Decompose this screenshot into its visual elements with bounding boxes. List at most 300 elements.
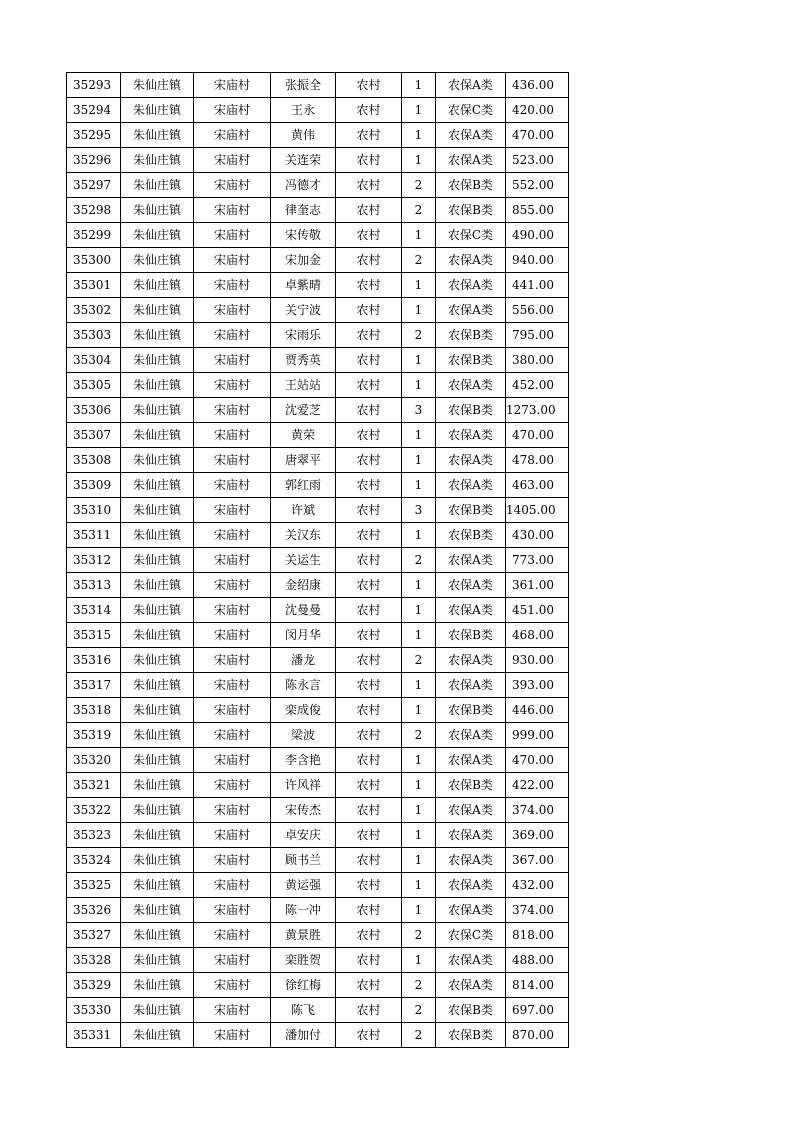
- record-id-cell: 35313: [67, 573, 121, 598]
- member-count-cell: 1: [402, 623, 436, 648]
- record-id-cell: 35328: [67, 948, 121, 973]
- insurance-category-cell: 农保B类: [436, 348, 506, 373]
- insurance-category-cell: 农保A类: [436, 573, 506, 598]
- insurance-category-cell: 农保A类: [436, 423, 506, 448]
- record-id-cell: 35309: [67, 473, 121, 498]
- insurance-category-cell: 农保A类: [436, 248, 506, 273]
- village-cell: 宋庙村: [194, 573, 271, 598]
- town-cell: 朱仙庄镇: [121, 798, 194, 823]
- household-type-cell: 农村: [336, 598, 402, 623]
- member-count-cell: 1: [402, 373, 436, 398]
- person-name-cell: 郭红雨: [271, 473, 336, 498]
- record-id-cell: 35297: [67, 173, 121, 198]
- insurance-category-cell: 农保B类: [436, 698, 506, 723]
- town-cell: 朱仙庄镇: [121, 423, 194, 448]
- household-type-cell: 农村: [336, 623, 402, 648]
- amount-cell: 367.00: [506, 848, 569, 873]
- person-name-cell: 许风祥: [271, 773, 336, 798]
- insurance-category-cell: 农保A类: [436, 798, 506, 823]
- town-cell: 朱仙庄镇: [121, 723, 194, 748]
- household-type-cell: 农村: [336, 223, 402, 248]
- records-table-body: [67, 73, 569, 1048]
- village-cell: 宋庙村: [194, 923, 271, 948]
- village-cell: 宋庙村: [194, 173, 271, 198]
- person-name-cell: 宋加金: [271, 248, 336, 273]
- table-row: [67, 873, 569, 898]
- town-cell: 朱仙庄镇: [121, 948, 194, 973]
- record-id-cell: 35321: [67, 773, 121, 798]
- village-cell: 宋庙村: [194, 523, 271, 548]
- person-name-cell: 沈爱芝: [271, 398, 336, 423]
- insurance-category-cell: 农保A类: [436, 473, 506, 498]
- amount-cell: 818.00: [506, 923, 569, 948]
- amount-cell: 478.00: [506, 448, 569, 473]
- table-row: [67, 823, 569, 848]
- household-type-cell: 农村: [336, 1023, 402, 1048]
- village-cell: 宋庙村: [194, 298, 271, 323]
- person-name-cell: 宋传杰: [271, 798, 336, 823]
- member-count-cell: 1: [402, 148, 436, 173]
- person-name-cell: 冯德才: [271, 173, 336, 198]
- record-id-cell: 35318: [67, 698, 121, 723]
- village-cell: 宋庙村: [194, 473, 271, 498]
- table-row: [67, 123, 569, 148]
- town-cell: 朱仙庄镇: [121, 673, 194, 698]
- insurance-category-cell: 农保A类: [436, 973, 506, 998]
- table-row: [67, 248, 569, 273]
- member-count-cell: 1: [402, 423, 436, 448]
- record-id-cell: 35331: [67, 1023, 121, 1048]
- record-id-cell: 35312: [67, 548, 121, 573]
- record-id-cell: 35307: [67, 423, 121, 448]
- village-cell: 宋庙村: [194, 248, 271, 273]
- member-count-cell: 1: [402, 798, 436, 823]
- town-cell: 朱仙庄镇: [121, 498, 194, 523]
- record-id-cell: 35299: [67, 223, 121, 248]
- person-name-cell: 潘加付: [271, 1023, 336, 1048]
- table-row: [67, 948, 569, 973]
- village-cell: 宋庙村: [194, 498, 271, 523]
- household-type-cell: 农村: [336, 648, 402, 673]
- town-cell: 朱仙庄镇: [121, 998, 194, 1023]
- person-name-cell: 许斌: [271, 498, 336, 523]
- town-cell: 朱仙庄镇: [121, 373, 194, 398]
- household-type-cell: 农村: [336, 198, 402, 223]
- amount-cell: 470.00: [506, 748, 569, 773]
- person-name-cell: 王站站: [271, 373, 336, 398]
- member-count-cell: 1: [402, 348, 436, 373]
- member-count-cell: 2: [402, 1023, 436, 1048]
- amount-cell: 470.00: [506, 123, 569, 148]
- record-id-cell: 35305: [67, 373, 121, 398]
- record-id-cell: 35327: [67, 923, 121, 948]
- member-count-cell: 3: [402, 398, 436, 423]
- village-cell: 宋庙村: [194, 998, 271, 1023]
- member-count-cell: 1: [402, 98, 436, 123]
- table-row: [67, 573, 569, 598]
- household-type-cell: 农村: [336, 173, 402, 198]
- town-cell: 朱仙庄镇: [121, 573, 194, 598]
- insurance-category-cell: 农保A类: [436, 273, 506, 298]
- record-id-cell: 35317: [67, 673, 121, 698]
- table-row: [67, 473, 569, 498]
- member-count-cell: 1: [402, 848, 436, 873]
- record-id-cell: 35320: [67, 748, 121, 773]
- person-name-cell: 关汉东: [271, 523, 336, 548]
- amount-cell: 814.00: [506, 973, 569, 998]
- household-type-cell: 农村: [336, 248, 402, 273]
- town-cell: 朱仙庄镇: [121, 398, 194, 423]
- village-cell: 宋庙村: [194, 773, 271, 798]
- amount-cell: 855.00: [506, 198, 569, 223]
- household-type-cell: 农村: [336, 998, 402, 1023]
- amount-cell: 446.00: [506, 698, 569, 723]
- record-id-cell: 35304: [67, 348, 121, 373]
- amount-cell: 940.00: [506, 248, 569, 273]
- table-row: [67, 623, 569, 648]
- person-name-cell: 关宁波: [271, 298, 336, 323]
- insurance-category-cell: 农保C类: [436, 223, 506, 248]
- town-cell: 朱仙庄镇: [121, 698, 194, 723]
- household-type-cell: 农村: [336, 273, 402, 298]
- record-id-cell: 35311: [67, 523, 121, 548]
- table-row: [67, 798, 569, 823]
- member-count-cell: 1: [402, 823, 436, 848]
- member-count-cell: 1: [402, 598, 436, 623]
- household-type-cell: 农村: [336, 773, 402, 798]
- insurance-category-cell: 农保A类: [436, 448, 506, 473]
- household-type-cell: 农村: [336, 573, 402, 598]
- household-type-cell: 农村: [336, 923, 402, 948]
- village-cell: 宋庙村: [194, 948, 271, 973]
- member-count-cell: 1: [402, 748, 436, 773]
- amount-cell: 451.00: [506, 598, 569, 623]
- member-count-cell: 1: [402, 773, 436, 798]
- person-name-cell: 李含艳: [271, 748, 336, 773]
- person-name-cell: 王永: [271, 98, 336, 123]
- village-cell: 宋庙村: [194, 973, 271, 998]
- table-row: [67, 148, 569, 173]
- insurance-category-cell: 农保B类: [436, 523, 506, 548]
- household-type-cell: 农村: [336, 448, 402, 473]
- member-count-cell: 3: [402, 498, 436, 523]
- person-name-cell: 关运生: [271, 548, 336, 573]
- member-count-cell: 2: [402, 998, 436, 1023]
- town-cell: 朱仙庄镇: [121, 148, 194, 173]
- member-count-cell: 1: [402, 273, 436, 298]
- person-name-cell: 闵月华: [271, 623, 336, 648]
- record-id-cell: 35314: [67, 598, 121, 623]
- amount-cell: 432.00: [506, 873, 569, 898]
- village-cell: 宋庙村: [194, 848, 271, 873]
- person-name-cell: 沈曼曼: [271, 598, 336, 623]
- insurance-category-cell: 农保A类: [436, 848, 506, 873]
- member-count-cell: 1: [402, 698, 436, 723]
- amount-cell: 430.00: [506, 523, 569, 548]
- village-cell: 宋庙村: [194, 398, 271, 423]
- member-count-cell: 2: [402, 248, 436, 273]
- person-name-cell: 栾胜贺: [271, 948, 336, 973]
- records-table: [66, 72, 569, 1048]
- town-cell: 朱仙庄镇: [121, 223, 194, 248]
- insurance-category-cell: 农保A类: [436, 373, 506, 398]
- household-type-cell: 农村: [336, 323, 402, 348]
- town-cell: 朱仙庄镇: [121, 123, 194, 148]
- insurance-category-cell: 农保B类: [436, 1023, 506, 1048]
- town-cell: 朱仙庄镇: [121, 523, 194, 548]
- household-type-cell: 农村: [336, 748, 402, 773]
- village-cell: 宋庙村: [194, 548, 271, 573]
- member-count-cell: 2: [402, 973, 436, 998]
- household-type-cell: 农村: [336, 898, 402, 923]
- record-id-cell: 35301: [67, 273, 121, 298]
- household-type-cell: 农村: [336, 948, 402, 973]
- record-id-cell: 35295: [67, 123, 121, 148]
- table-row: [67, 773, 569, 798]
- person-name-cell: 关连荣: [271, 148, 336, 173]
- village-cell: 宋庙村: [194, 223, 271, 248]
- table-row: [67, 598, 569, 623]
- village-cell: 宋庙村: [194, 198, 271, 223]
- amount-cell: 369.00: [506, 823, 569, 848]
- village-cell: 宋庙村: [194, 73, 271, 98]
- village-cell: 宋庙村: [194, 623, 271, 648]
- record-id-cell: 35308: [67, 448, 121, 473]
- person-name-cell: 顾书兰: [271, 848, 336, 873]
- village-cell: 宋庙村: [194, 273, 271, 298]
- village-cell: 宋庙村: [194, 348, 271, 373]
- village-cell: 宋庙村: [194, 1023, 271, 1048]
- town-cell: 朱仙庄镇: [121, 323, 194, 348]
- amount-cell: 556.00: [506, 298, 569, 323]
- household-type-cell: 农村: [336, 348, 402, 373]
- member-count-cell: 1: [402, 473, 436, 498]
- member-count-cell: 2: [402, 173, 436, 198]
- village-cell: 宋庙村: [194, 673, 271, 698]
- table-row: [67, 173, 569, 198]
- town-cell: 朱仙庄镇: [121, 873, 194, 898]
- person-name-cell: 黄伟: [271, 123, 336, 148]
- household-type-cell: 农村: [336, 523, 402, 548]
- table-row: [67, 523, 569, 548]
- town-cell: 朱仙庄镇: [121, 248, 194, 273]
- insurance-category-cell: 农保B类: [436, 773, 506, 798]
- record-id-cell: 35300: [67, 248, 121, 273]
- table-row: [67, 448, 569, 473]
- member-count-cell: 1: [402, 73, 436, 98]
- town-cell: 朱仙庄镇: [121, 98, 194, 123]
- household-type-cell: 农村: [336, 423, 402, 448]
- household-type-cell: 农村: [336, 298, 402, 323]
- amount-cell: 361.00: [506, 573, 569, 598]
- amount-cell: 490.00: [506, 223, 569, 248]
- amount-cell: 1273.00: [506, 398, 569, 423]
- amount-cell: 488.00: [506, 948, 569, 973]
- table-row: [67, 898, 569, 923]
- table-row: [67, 323, 569, 348]
- village-cell: 宋庙村: [194, 448, 271, 473]
- town-cell: 朱仙庄镇: [121, 1023, 194, 1048]
- table-row: [67, 398, 569, 423]
- member-count-cell: 1: [402, 873, 436, 898]
- person-name-cell: 卓安庆: [271, 823, 336, 848]
- household-type-cell: 农村: [336, 973, 402, 998]
- town-cell: 朱仙庄镇: [121, 73, 194, 98]
- insurance-category-cell: 农保A类: [436, 73, 506, 98]
- table-row: [67, 73, 569, 98]
- insurance-category-cell: 农保A类: [436, 723, 506, 748]
- record-id-cell: 35303: [67, 323, 121, 348]
- record-id-cell: 35298: [67, 198, 121, 223]
- household-type-cell: 农村: [336, 98, 402, 123]
- amount-cell: 436.00: [506, 73, 569, 98]
- amount-cell: 470.00: [506, 423, 569, 448]
- insurance-category-cell: 农保B类: [436, 498, 506, 523]
- village-cell: 宋庙村: [194, 898, 271, 923]
- person-name-cell: 梁波: [271, 723, 336, 748]
- insurance-category-cell: 农保B类: [436, 998, 506, 1023]
- member-count-cell: 2: [402, 723, 436, 748]
- village-cell: 宋庙村: [194, 373, 271, 398]
- person-name-cell: 唐翠平: [271, 448, 336, 473]
- town-cell: 朱仙庄镇: [121, 773, 194, 798]
- village-cell: 宋庙村: [194, 98, 271, 123]
- insurance-category-cell: 农保A类: [436, 148, 506, 173]
- insurance-category-cell: 农保B类: [436, 198, 506, 223]
- member-count-cell: 1: [402, 948, 436, 973]
- member-count-cell: 2: [402, 648, 436, 673]
- person-name-cell: 卓紫晴: [271, 273, 336, 298]
- member-count-cell: 1: [402, 123, 436, 148]
- member-count-cell: 2: [402, 198, 436, 223]
- member-count-cell: 1: [402, 298, 436, 323]
- town-cell: 朱仙庄镇: [121, 848, 194, 873]
- member-count-cell: 2: [402, 548, 436, 573]
- town-cell: 朱仙庄镇: [121, 173, 194, 198]
- insurance-category-cell: 农保A类: [436, 123, 506, 148]
- table-row: [67, 198, 569, 223]
- town-cell: 朱仙庄镇: [121, 823, 194, 848]
- member-count-cell: 2: [402, 923, 436, 948]
- record-id-cell: 35329: [67, 973, 121, 998]
- table-row: [67, 848, 569, 873]
- town-cell: 朱仙庄镇: [121, 898, 194, 923]
- person-name-cell: 陈永言: [271, 673, 336, 698]
- town-cell: 朱仙庄镇: [121, 298, 194, 323]
- table-row: [67, 998, 569, 1023]
- table-row: [67, 298, 569, 323]
- person-name-cell: 陈一冲: [271, 898, 336, 923]
- town-cell: 朱仙庄镇: [121, 923, 194, 948]
- insurance-category-cell: 农保C类: [436, 923, 506, 948]
- table-row: [67, 698, 569, 723]
- insurance-category-cell: 农保A类: [436, 548, 506, 573]
- record-id-cell: 35325: [67, 873, 121, 898]
- insurance-category-cell: 农保B类: [436, 323, 506, 348]
- person-name-cell: 宋雨乐: [271, 323, 336, 348]
- household-type-cell: 农村: [336, 148, 402, 173]
- amount-cell: 999.00: [506, 723, 569, 748]
- person-name-cell: 潘龙: [271, 648, 336, 673]
- table-row: [67, 223, 569, 248]
- table-row: [67, 973, 569, 998]
- insurance-category-cell: 农保A类: [436, 898, 506, 923]
- insurance-category-cell: 农保A类: [436, 598, 506, 623]
- table-row: [67, 673, 569, 698]
- village-cell: 宋庙村: [194, 748, 271, 773]
- member-count-cell: 1: [402, 448, 436, 473]
- town-cell: 朱仙庄镇: [121, 548, 194, 573]
- amount-cell: 773.00: [506, 548, 569, 573]
- person-name-cell: 金绍康: [271, 573, 336, 598]
- insurance-category-cell: 农保A类: [436, 823, 506, 848]
- record-id-cell: 35306: [67, 398, 121, 423]
- person-name-cell: 宋传敬: [271, 223, 336, 248]
- household-type-cell: 农村: [336, 823, 402, 848]
- member-count-cell: 2: [402, 323, 436, 348]
- person-name-cell: 徐红梅: [271, 973, 336, 998]
- amount-cell: 441.00: [506, 273, 569, 298]
- record-id-cell: 35293: [67, 73, 121, 98]
- amount-cell: 380.00: [506, 348, 569, 373]
- household-type-cell: 农村: [336, 123, 402, 148]
- amount-cell: 870.00: [506, 1023, 569, 1048]
- town-cell: 朱仙庄镇: [121, 273, 194, 298]
- record-id-cell: 35315: [67, 623, 121, 648]
- table-row: [67, 548, 569, 573]
- table-row: [67, 723, 569, 748]
- household-type-cell: 农村: [336, 698, 402, 723]
- amount-cell: 452.00: [506, 373, 569, 398]
- record-id-cell: 35316: [67, 648, 121, 673]
- village-cell: 宋庙村: [194, 798, 271, 823]
- member-count-cell: 1: [402, 898, 436, 923]
- amount-cell: 422.00: [506, 773, 569, 798]
- member-count-cell: 1: [402, 523, 436, 548]
- village-cell: 宋庙村: [194, 823, 271, 848]
- town-cell: 朱仙庄镇: [121, 748, 194, 773]
- record-id-cell: 35319: [67, 723, 121, 748]
- record-id-cell: 35330: [67, 998, 121, 1023]
- record-id-cell: 35310: [67, 498, 121, 523]
- village-cell: 宋庙村: [194, 598, 271, 623]
- amount-cell: 552.00: [506, 173, 569, 198]
- village-cell: 宋庙村: [194, 148, 271, 173]
- town-cell: 朱仙庄镇: [121, 448, 194, 473]
- person-name-cell: 黄景胜: [271, 923, 336, 948]
- person-name-cell: 陈飞: [271, 998, 336, 1023]
- amount-cell: 697.00: [506, 998, 569, 1023]
- town-cell: 朱仙庄镇: [121, 648, 194, 673]
- record-id-cell: 35323: [67, 823, 121, 848]
- town-cell: 朱仙庄镇: [121, 348, 194, 373]
- record-id-cell: 35322: [67, 798, 121, 823]
- amount-cell: 930.00: [506, 648, 569, 673]
- table-row: [67, 1023, 569, 1048]
- person-name-cell: 张振全: [271, 73, 336, 98]
- household-type-cell: 农村: [336, 798, 402, 823]
- town-cell: 朱仙庄镇: [121, 623, 194, 648]
- household-type-cell: 农村: [336, 848, 402, 873]
- town-cell: 朱仙庄镇: [121, 198, 194, 223]
- table-row: [67, 273, 569, 298]
- insurance-category-cell: 农保B类: [436, 623, 506, 648]
- person-name-cell: 贾秀英: [271, 348, 336, 373]
- table-row: [67, 423, 569, 448]
- insurance-category-cell: 农保A类: [436, 298, 506, 323]
- member-count-cell: 1: [402, 573, 436, 598]
- insurance-category-cell: 农保A类: [436, 648, 506, 673]
